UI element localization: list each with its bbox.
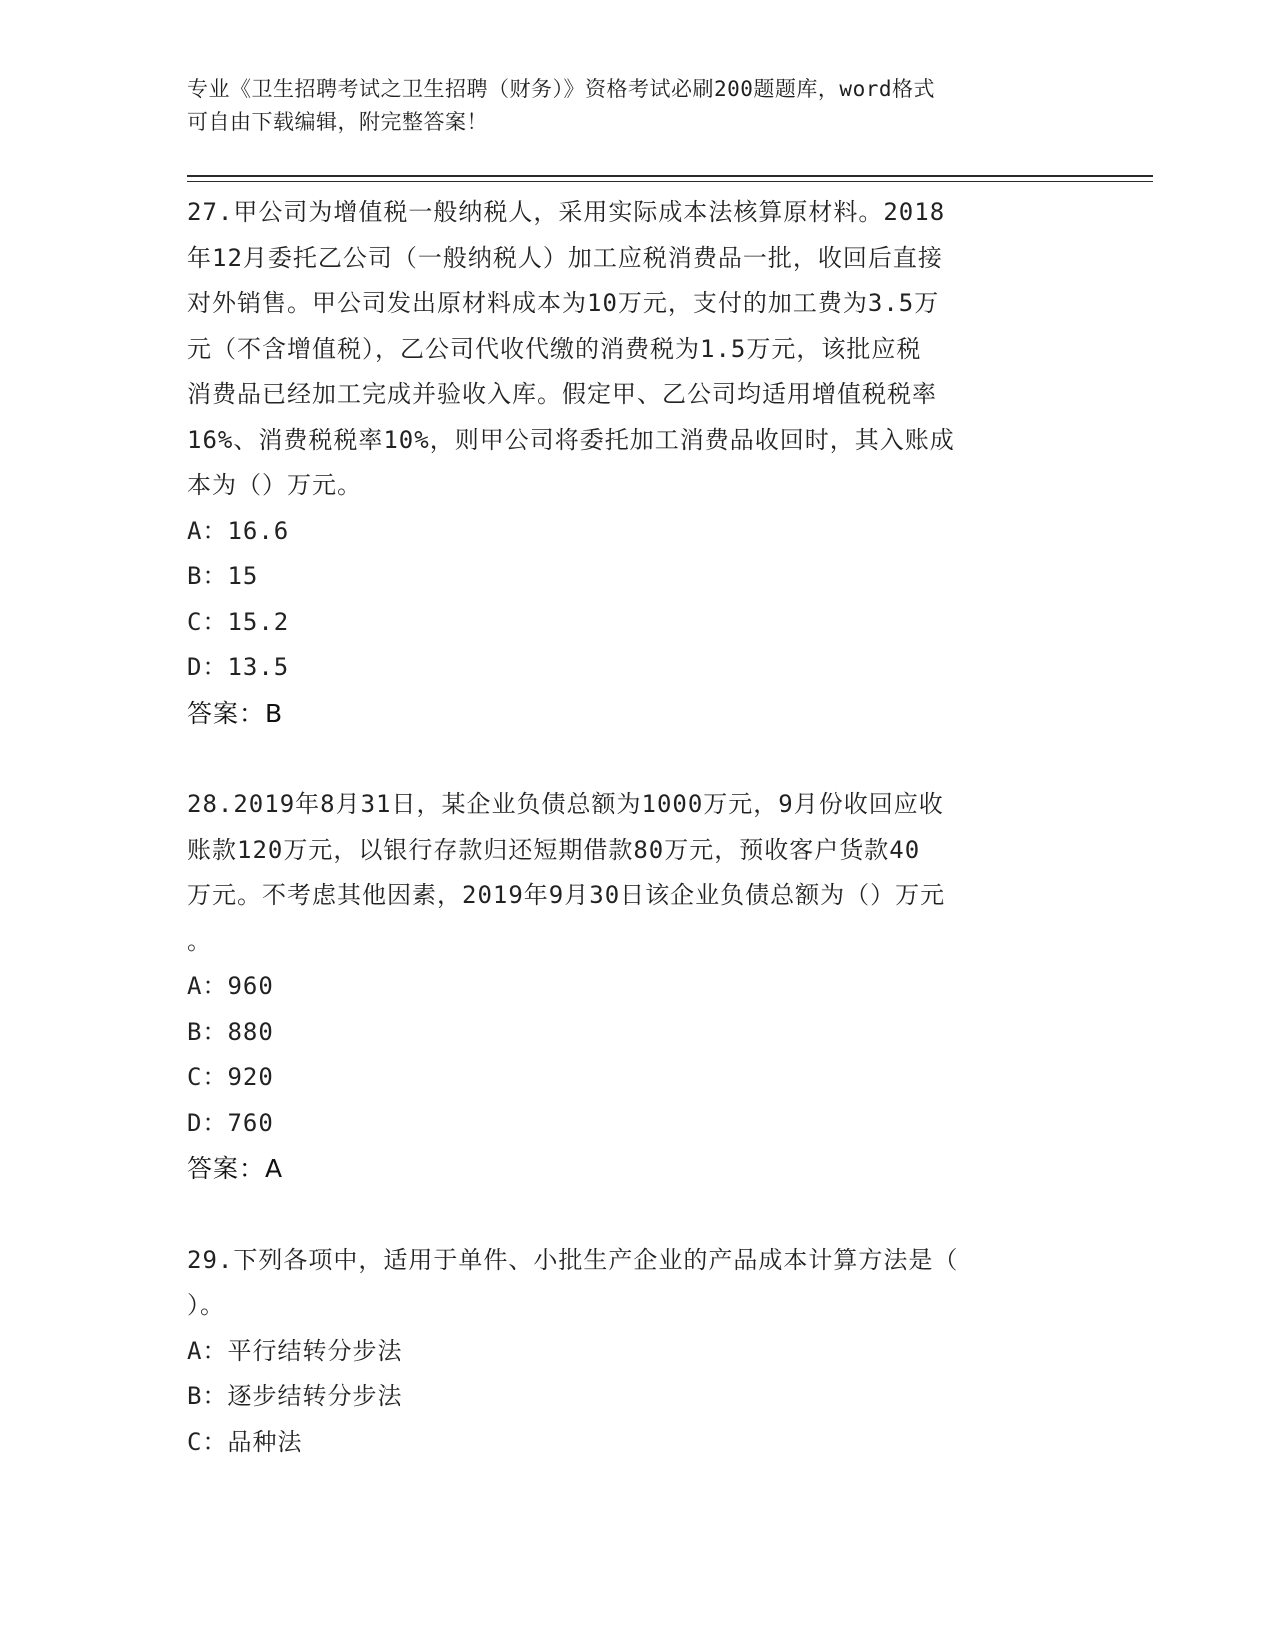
option-a: A：960 (187, 972, 274, 1000)
question-28 (187, 782, 1087, 1192)
option-c: C：920 (187, 1063, 274, 1091)
question-line: 元（不含增值税），乙公司代收代缴的消费税为1.5万元，该批应税 (187, 334, 922, 363)
header-line-1: 专业《卫生招聘考试之卫生招聘（财务）》资格考试必刷200题题库，word格式 (187, 77, 935, 101)
option-c: C：15.2 (187, 607, 290, 636)
option-b: B：880 (187, 1017, 274, 1046)
document-header (187, 73, 1067, 139)
question-line: 万元。不考虑其他因素，2019年9月30日该企业负债总额为（）万元 (187, 881, 946, 909)
question-line: ）。 (187, 1291, 225, 1319)
option-c: C：品种法 (187, 1427, 303, 1456)
question-line: 27.甲公司为增值税一般纳税人，采用实际成本法核算原材料。2018 (187, 198, 946, 226)
question-list (187, 190, 1087, 1465)
question-line: 本为（）万元。 (187, 471, 362, 499)
option-d: D：13.5 (187, 653, 290, 681)
question-line: 消费品已经加工完成并验收入库。假定甲、乙公司均适用增值税税率 (187, 380, 937, 408)
option-a: A：16.6 (187, 516, 290, 545)
option-d: D：760 (187, 1108, 274, 1137)
question-line: 28.2019年8月31日，某企业负债总额为1000万元，9月份收回应收 (187, 790, 944, 818)
question-text (187, 1238, 1087, 1329)
question-spacer (187, 1192, 1087, 1238)
question-line: 对外销售。甲公司发出原材料成本为10万元，支付的加工费为3.5万 (187, 289, 940, 317)
header-line-2: 可自由下载编辑，附完整答案！ (187, 110, 488, 134)
option-a: A：平行结转分步法 (187, 1336, 403, 1365)
question-line: 。 (187, 926, 212, 955)
question-line: 账款120万元，以银行存款归还短期借款80万元，预收客户货款40 (187, 835, 921, 864)
header-rule-thin (187, 181, 1153, 182)
header-rule-thick (187, 175, 1153, 177)
question-text (187, 782, 1087, 964)
option-b: B：逐步结转分步法 (187, 1382, 403, 1410)
option-b: B：15 (187, 562, 259, 590)
question-27 (187, 190, 1087, 736)
question-line: 16%、消费税税率10%，则甲公司将委托加工消费品收回时，其入账成 (187, 425, 955, 454)
question-spacer (187, 736, 1087, 782)
answer-label: 答案：A (187, 1154, 284, 1183)
question-line: 29.下列各项中，适用于单件、小批生产企业的产品成本计算方法是（ (187, 1245, 959, 1274)
question-line: 年12月委托乙公司（一般纳税人）加工应税消费品一批，收回后直接 (187, 243, 943, 272)
question-text (187, 190, 1087, 509)
question-29 (187, 1238, 1087, 1466)
answer-label: 答案：B (187, 698, 284, 728)
